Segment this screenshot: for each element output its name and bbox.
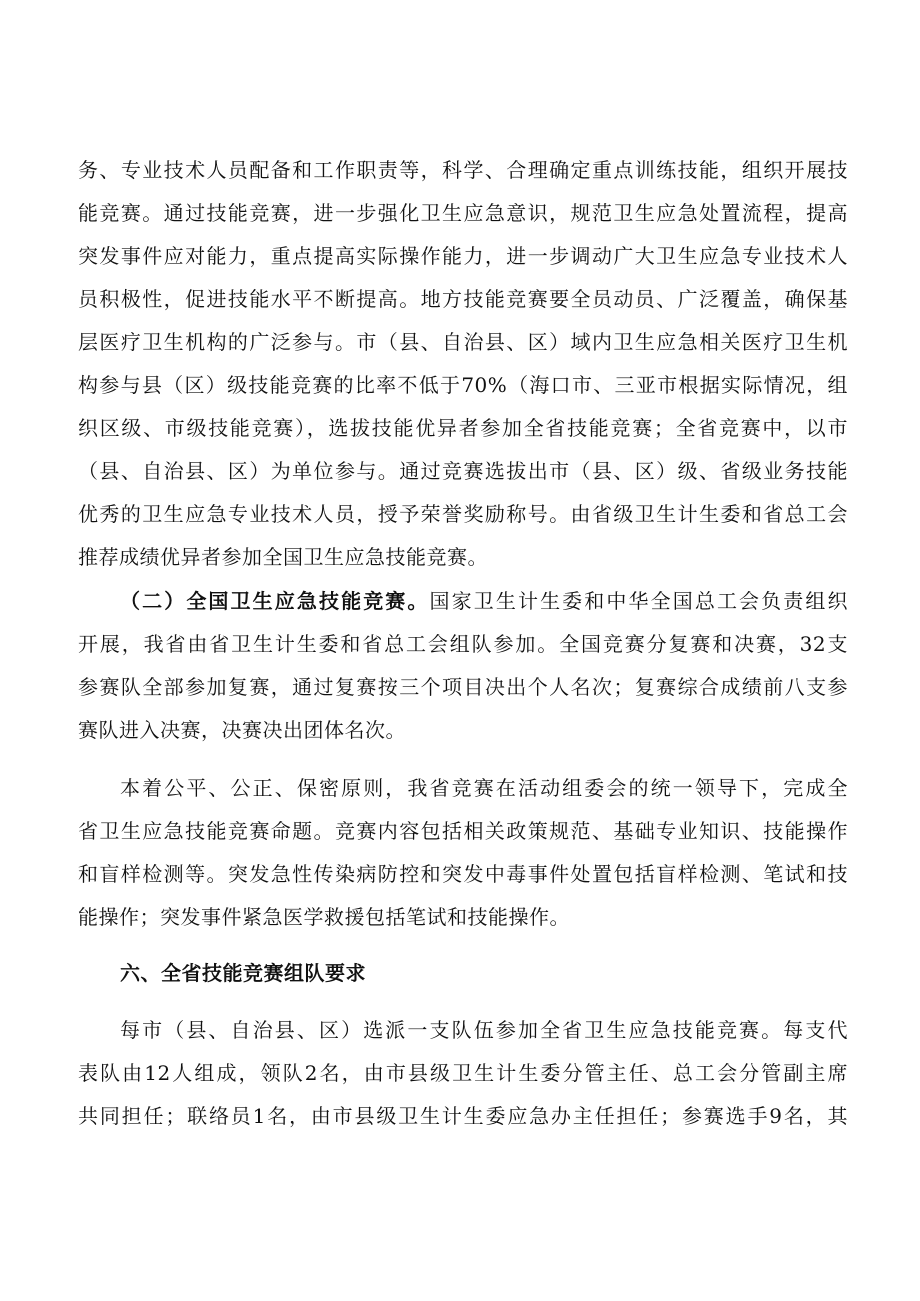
paragraph-line: 本着公平、公正、保密原则，我省竞赛在活动组委会的统一领导下，完成全 <box>120 776 848 800</box>
paragraph-line: 突发事件应对能力，重点提高实际操作能力，进一步调动广大卫生应急专业技术人 <box>78 244 848 268</box>
paragraph-line: 能操作；突发事件紧急医学救援包括笔试和技能操作。 <box>78 905 570 929</box>
paragraph-line: 能竞赛。通过技能竞赛，进一步强化卫生应急意识，规范卫生应急处置流程，提高 <box>78 201 848 225</box>
paragraph-line: 务、专业技术人员配备和工作职责等，科学、合理确定重点训练技能，组织开展技 <box>78 158 848 182</box>
paragraph-line: （县、自治县、区）为单位参与。通过竞赛选拔出市（县、区）级、省级业务技能 <box>78 459 848 483</box>
paragraph-line: 层医疗卫生机构的广泛参与。市（县、自治县、区）域内卫生应急相关医疗卫生机 <box>78 330 848 354</box>
paragraph-line: 推荐成绩优异者参加全国卫生应急技能竞赛。 <box>78 545 488 569</box>
paragraph-text: 国家卫生计生委和中华全国总工会负责组织 <box>429 589 848 613</box>
paragraph-line: 参赛队全部参加复赛，通过复赛按三个项目决出个人名次；复赛综合成绩前八支参 <box>78 675 848 699</box>
paragraph-line: 优秀的卫生应急专业技术人员，授予荣誉奖励称号。由省级卫生计生委和省总工会 <box>78 502 848 526</box>
paragraph-line: 和盲样检测等。突发急性传染病防控和突发中毒事件处置包括盲样检测、笔试和技 <box>78 862 848 886</box>
paragraph-line: 织区级、市级技能竞赛），选拔技能优异者参加全省技能竞赛；全省竞赛中，以市 <box>78 416 848 440</box>
paragraph-line: 构参与县（区）级技能竞赛的比率不低于70%（海口市、三亚市根据实际情况，组 <box>78 373 848 397</box>
subheading-national-contest: （二）全国卫生应急技能竞赛。 <box>120 589 430 613</box>
paragraph-line: 赛队进入决赛，决赛决出团体名次。 <box>78 718 406 742</box>
paragraph-line: 员积极性，促进技能水平不断提高。地方技能竞赛要全员动员、广泛覆盖，确保基 <box>78 287 848 311</box>
paragraph-line: 省卫生应急技能竞赛命题。竞赛内容包括相关政策规范、基础专业知识、技能操作 <box>78 819 848 843</box>
paragraph-line: 共同担任；联络员1名，由市县级卫生计生委应急办主任担任；参赛选手9名，其 <box>78 1104 848 1128</box>
paragraph-line: 每市（县、自治县、区）选派一支队伍参加全省卫生应急技能竞赛。每支代 <box>120 1018 848 1042</box>
section-line-national-contest <box>120 586 848 616</box>
section-heading: 六、全省技能竞赛组队要求 <box>120 961 366 985</box>
paragraph-line: 表队由12人组成，领队2名，由市县级卫生计生委分管主任、总工会分管副主席 <box>78 1061 848 1085</box>
paragraph-line: 开展，我省由省卫生计生委和省总工会组队参加。全国竞赛分复赛和决赛，32支 <box>78 632 848 656</box>
